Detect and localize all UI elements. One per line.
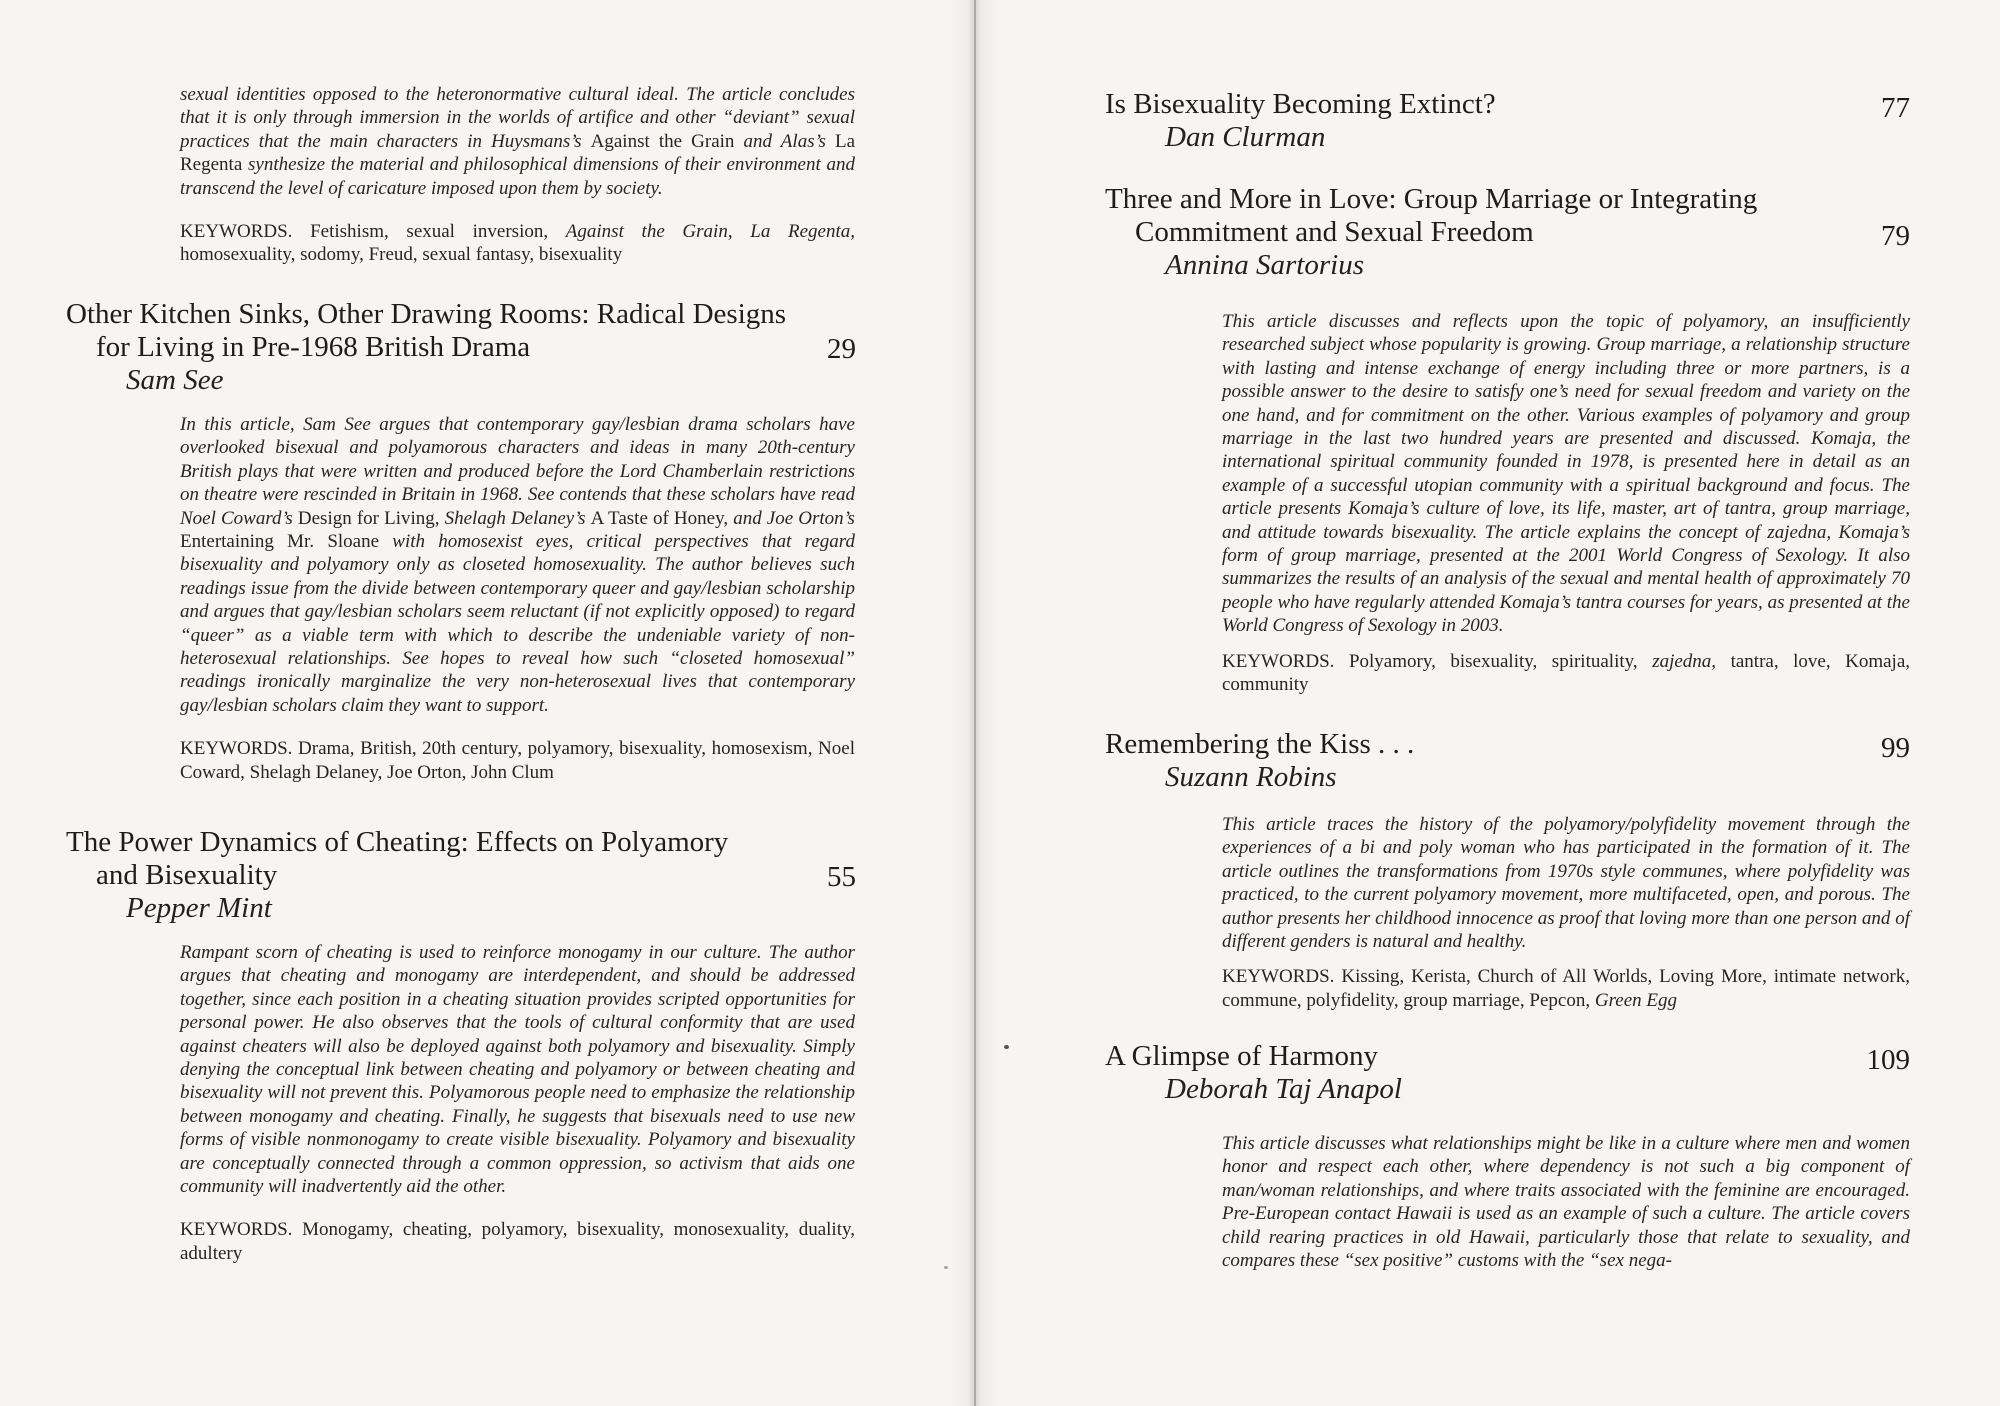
toc-entry-page-number: 109 bbox=[1866, 1044, 1910, 1076]
keywords-text: KEYWORDS. Polyamory, bisexuality, spirituality, zajedna, tantra, love, Komaja, community bbox=[1222, 650, 1910, 696]
toc-entry-title-line2: and Bisexuality bbox=[96, 859, 278, 891]
toc-entry-title-line2: Commitment and Sexual Freedom bbox=[1135, 216, 1534, 248]
toc-entry-page-number: 55 bbox=[827, 861, 856, 893]
toc-entry-author: Annina Sartorius bbox=[1165, 249, 1364, 281]
toc-entry-title-line1: A Glimpse of Harmony bbox=[1105, 1040, 1379, 1072]
toc-entry-page-number: 99 bbox=[1881, 732, 1910, 764]
toc-entry-title-line1: Is Bisexuality Becoming Extinct? bbox=[1105, 88, 1496, 120]
keywords-text: KEYWORDS. Fetishism, sexual inversion, Against the Grain, La Regenta, homosexuality, sodomy, Freud, sexual fantasy, bisexuality bbox=[180, 221, 855, 266]
toc-entry-page-number: 29 bbox=[827, 333, 856, 365]
keywords-text: KEYWORDS. Drama, British, 20th century, polyamory, bisexuality, homosexism, Noel Coward, Shelagh Delaney, Joe Orton, John Clum bbox=[180, 738, 855, 783]
toc-entry-title-line1: Remembering the Kiss . . . bbox=[1105, 728, 1415, 760]
abstract-text: Rampant scorn of cheating is used to reinforce monogamy in our culture. The author argues that cheating and monogamy are interdependent, and should be addressed together, since each position in a cheating situation provides scripted opportunities for personal power. He also observes that the tools of cultural conformity that are used against cheaters will also be deployed against both polyamory and bisexuality. Simply denying the conceptual link between cheating and polyamory or between cheating and bisexuality will not prevent this. Polyamorous people need to emphasize the relationship between monogamy and cheating. Finally, he suggests that bisexuals need to use new forms of visible nonmonogamy to create visible bisexuality. Polyamory and bisexuality are conceptually connected through a common oppression, so activism that aids one community will inadvertently aid the other. bbox=[180, 942, 855, 1198]
keywords-text: KEYWORDS. Monogamy, cheating, polyamory, bisexuality, monosexuality, duality, adultery bbox=[180, 1219, 855, 1264]
toc-entry-author: Dan Clurman bbox=[1165, 121, 1326, 153]
toc-entry-author: Suzann Robins bbox=[1165, 761, 1337, 793]
toc-entry-abstract-block bbox=[1222, 813, 1910, 1012]
toc-continued-abstract-block bbox=[180, 83, 855, 267]
book-gutter-line bbox=[974, 0, 976, 1406]
abstract-text: In this article, Sam See argues that contemporary gay/lesbian drama scholars have overlooked bisexual and polyamorous characters and ideas in many 20th-century British plays that were written and produced before the Lord Chamberlain restrictions on theatre were rescinded in Britain in 1968. See contends that these scholars have read Noel Coward’s Design for Living, Shelagh Delaney’s A Taste of Honey, and Joe Orton’s Entertaining Mr. Sloane with homosexist eyes, critical perspectives that regard bisexuality and polyamory only as closeted homosexuality. The author believes such readings issue from the divide between contemporary queer and gay/lesbian scholarship and argues that gay/lesbian scholars seem reluctant (if not explicitly opposed) to regard “queer” as a viable term with which to describe the undeniable variety of non-heterosexual relationships. See hopes to reveal how such “closeted homosexual” readings ironically marginalize the very non-heterosexual lives that contemporary gay/lesbian scholars claim they want to support. bbox=[180, 414, 855, 716]
abstract-text: This article discusses what relationships might be like in a culture where men and women honor and respect each other, where dependency is not such a big component of man/woman relationships, and where traits associated with the feminine are encouraged. Pre-European contact Hawaii is used as an example of such a culture. The article covers child rearing practices in old Hawaii, particularly those that relate to sexuality, and compares these “sex positive” customs with the “sex nega- bbox=[1222, 1133, 1910, 1272]
toc-entry-author: Sam See bbox=[126, 364, 224, 396]
toc-entry-title-line1: The Power Dynamics of Cheating: Effects on Polyamory bbox=[66, 826, 729, 858]
toc-entry-title-line1: Three and More in Love: Group Marriage or Integrating bbox=[1105, 183, 1758, 215]
scan-speck bbox=[944, 1266, 948, 1269]
toc-entry-author: Pepper Mint bbox=[126, 892, 272, 924]
toc-entry-abstract-block bbox=[180, 413, 855, 784]
keywords-text: KEYWORDS. Kissing, Kerista, Church of All Worlds, Loving More, intimate network, commune, polyfidelity, group marriage, Pepcon, Green Egg bbox=[1222, 966, 1910, 1011]
scan-speck bbox=[1004, 1045, 1009, 1049]
abstract-text: sexual identities opposed to the heteronormative cultural ideal. The article concludes that it is only through immersion in the worlds of artifice and other “deviant” sexual practices that the main characters in Huysmans’s Against the Grain and Alas’s La Regenta synthesize the material and philosophical dimensions of their environment and transcend the level of caricature imposed upon them by society. bbox=[180, 84, 856, 199]
toc-entry-title-line1: Other Kitchen Sinks, Other Drawing Rooms: Radical Designs bbox=[66, 298, 787, 330]
toc-entry-title-line2: for Living in Pre-1968 British Drama bbox=[96, 331, 531, 363]
toc-entry-abstract-block bbox=[1222, 310, 1910, 697]
toc-entry-page-number: 79 bbox=[1881, 220, 1910, 252]
toc-entry-page-number: 77 bbox=[1881, 92, 1910, 124]
abstract-text: This article traces the history of the polyamory/polyfidelity movement through the experiences of a bi and poly woman who has participated in the formation of it. The article outlines the transformations from 1970s style communes, where polyfidelity was practiced, to the current polyamory movement, more multifaceted, open, and porous. The author presents her childhood innocence as proof that loving more than one person and of different genders is natural and healthy. bbox=[1222, 814, 1910, 953]
toc-entry-abstract-block bbox=[1222, 1132, 1910, 1272]
toc-entry-abstract-block bbox=[180, 941, 855, 1265]
abstract-text: This article discusses and reflects upon the topic of polyamory, an insufficiently researched subject whose popularity is growing. Group marriage, a relationship structure with lasting and intense exchange of energy including three or more partners, is a possible answer to the desire to satisfy one’s need for sexual freedom and variety on the one hand, and for commitment on the other. Various examples of polyamory and group marriage in the last two hundred years are presented and discussed. Komaja, the international spiritual community founded in 1978, is presented here in detail as an example of a successful utopian community with a spiritual background and focus. The article presents Komaja’s culture of love, its life, master, art of tantra, group marriage, and attitude towards bisexuality. The article explains the concept of zajedna, Komaja’s form of group marriage, presented at the 2001 World Congress of Sexology. It also summarizes the results of an analysis of the sexual and mental health of approximately 70 people who have regularly attended Komaja’s tantra courses for years, as presented at the World Congress of Sexology in 2003. bbox=[1222, 311, 1910, 637]
toc-entry-author: Deborah Taj Anapol bbox=[1165, 1073, 1402, 1105]
